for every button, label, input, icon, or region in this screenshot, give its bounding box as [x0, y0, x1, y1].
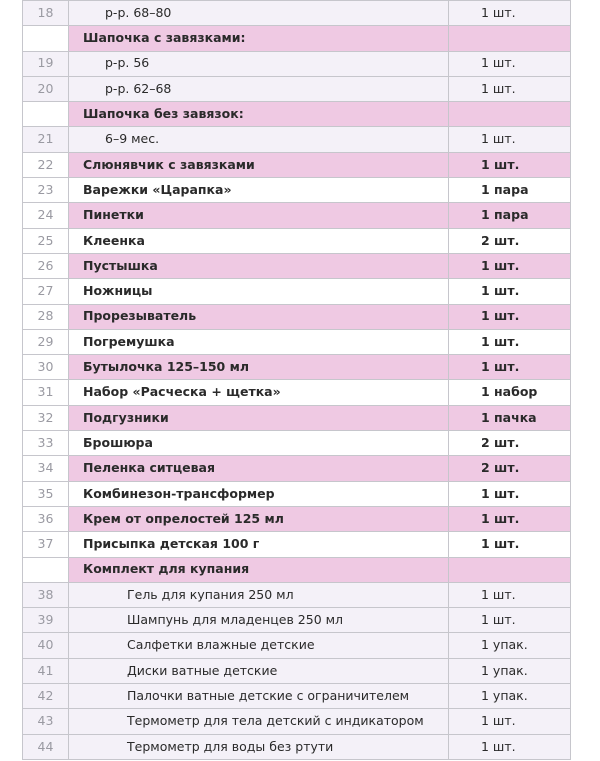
row-number: 40 [23, 633, 69, 658]
row-number: 33 [23, 431, 69, 456]
item-name: Гель для купания 250 мл [69, 582, 449, 607]
item-quantity: 1 шт. [449, 253, 571, 278]
item-name: Подгузники [69, 405, 449, 430]
table-row [23, 506, 571, 531]
table-row [23, 633, 571, 658]
item-quantity: 1 набор [449, 380, 571, 405]
table-row [23, 456, 571, 481]
row-number [23, 26, 69, 51]
item-name: Присыпка детская 100 г [69, 532, 449, 557]
item-name: Пустышка [69, 253, 449, 278]
item-quantity: 1 шт. [449, 582, 571, 607]
table-row [23, 203, 571, 228]
row-number: 31 [23, 380, 69, 405]
item-name: Погремушка [69, 329, 449, 354]
row-number: 42 [23, 684, 69, 709]
row-number: 30 [23, 355, 69, 380]
row-number [23, 102, 69, 127]
item-quantity: 1 шт. [449, 152, 571, 177]
item-quantity: 1 шт. [449, 279, 571, 304]
item-quantity: 1 шт. [449, 532, 571, 557]
item-name: Шапочка с завязками: [69, 26, 449, 51]
item-name: Шапочка без завязок: [69, 102, 449, 127]
item-quantity [449, 557, 571, 582]
row-number: 25 [23, 228, 69, 253]
item-quantity: 1 упак. [449, 658, 571, 683]
row-number: 34 [23, 456, 69, 481]
item-name: Крем от опрелостей 125 мл [69, 506, 449, 531]
item-quantity: 1 шт. [449, 329, 571, 354]
row-number: 41 [23, 658, 69, 683]
table-row [23, 51, 571, 76]
item-quantity: 1 шт. [449, 734, 571, 759]
row-number: 26 [23, 253, 69, 278]
table-row [23, 734, 571, 759]
row-number: 28 [23, 304, 69, 329]
row-number: 20 [23, 76, 69, 101]
table-row [23, 152, 571, 177]
row-number: 22 [23, 152, 69, 177]
item-name: Комплект для купания [69, 557, 449, 582]
table-row [23, 329, 571, 354]
table-row [23, 431, 571, 456]
item-name: Термометр для тела детский с индикатором [69, 709, 449, 734]
table-row [23, 481, 571, 506]
table-body [23, 1, 571, 760]
table-row [23, 228, 571, 253]
item-quantity: 1 пара [449, 178, 571, 203]
item-quantity: 1 шт. [449, 304, 571, 329]
item-quantity: 1 шт. [449, 76, 571, 101]
table-row [23, 709, 571, 734]
item-name: Ножницы [69, 279, 449, 304]
item-quantity: 2 шт. [449, 431, 571, 456]
table-row [23, 76, 571, 101]
item-name: Шампунь для младенцев 250 мл [69, 608, 449, 633]
item-quantity: 1 упак. [449, 633, 571, 658]
item-name: Комбинезон-трансформер [69, 481, 449, 506]
row-number: 36 [23, 506, 69, 531]
item-quantity: 1 шт. [449, 355, 571, 380]
table-row [23, 405, 571, 430]
item-name: Палочки ватные детские с ограничителем [69, 684, 449, 709]
item-name: Пеленка ситцевая [69, 456, 449, 481]
table-row [23, 279, 571, 304]
table-row [23, 532, 571, 557]
item-name: Клеенка [69, 228, 449, 253]
item-name: 6–9 мес. [69, 127, 449, 152]
item-name: Диски ватные детские [69, 658, 449, 683]
item-name: Пинетки [69, 203, 449, 228]
row-number: 19 [23, 51, 69, 76]
item-name: Брошюра [69, 431, 449, 456]
row-number: 39 [23, 608, 69, 633]
row-number: 23 [23, 178, 69, 203]
item-name: Салфетки влажные детские [69, 633, 449, 658]
section-header-row [23, 102, 571, 127]
item-name: Варежки «Царапка» [69, 178, 449, 203]
item-name: Слюнявчик с завязками [69, 152, 449, 177]
item-quantity: 1 шт. [449, 127, 571, 152]
item-quantity [449, 26, 571, 51]
item-quantity [449, 102, 571, 127]
item-quantity: 1 шт. [449, 506, 571, 531]
item-quantity: 1 шт. [449, 1, 571, 26]
row-number: 38 [23, 582, 69, 607]
row-number: 37 [23, 532, 69, 557]
item-quantity: 2 шт. [449, 228, 571, 253]
row-number: 18 [23, 1, 69, 26]
row-number: 21 [23, 127, 69, 152]
table-row [23, 304, 571, 329]
row-number: 43 [23, 709, 69, 734]
table-row [23, 582, 571, 607]
item-name: Прорезыватель [69, 304, 449, 329]
table-row [23, 355, 571, 380]
item-quantity: 1 шт. [449, 709, 571, 734]
table-row [23, 1, 571, 26]
item-quantity: 2 шт. [449, 456, 571, 481]
row-number: 24 [23, 203, 69, 228]
table-row [23, 380, 571, 405]
section-header-row [23, 557, 571, 582]
item-name: р-р. 56 [69, 51, 449, 76]
item-name: Набор «Расческа + щетка» [69, 380, 449, 405]
row-number [23, 557, 69, 582]
table-row [23, 253, 571, 278]
item-name: р-р. 62–68 [69, 76, 449, 101]
item-quantity: 1 пара [449, 203, 571, 228]
table-row [23, 684, 571, 709]
row-number: 29 [23, 329, 69, 354]
row-number: 35 [23, 481, 69, 506]
item-name: р-р. 68–80 [69, 1, 449, 26]
items-table [22, 0, 571, 760]
table-row [23, 178, 571, 203]
row-number: 44 [23, 734, 69, 759]
item-quantity: 1 шт. [449, 608, 571, 633]
item-name: Бутылочка 125–150 мл [69, 355, 449, 380]
item-name: Термометр для воды без ртути [69, 734, 449, 759]
row-number: 32 [23, 405, 69, 430]
item-quantity: 1 пачка [449, 405, 571, 430]
table-row [23, 608, 571, 633]
table-row [23, 658, 571, 683]
section-header-row [23, 26, 571, 51]
item-quantity: 1 упак. [449, 684, 571, 709]
item-quantity: 1 шт. [449, 481, 571, 506]
item-quantity: 1 шт. [449, 51, 571, 76]
table-row [23, 127, 571, 152]
row-number: 27 [23, 279, 69, 304]
